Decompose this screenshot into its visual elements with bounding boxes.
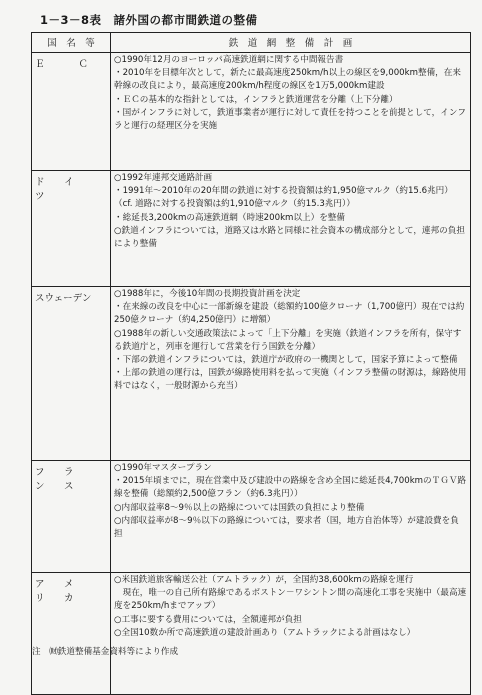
plan-cell <box>111 171 471 287</box>
table-note: 注 ㈶鉄道整備基金資料等により作成 <box>32 647 179 657</box>
plan-item: ○1990年マスタープラン <box>114 463 212 473</box>
plan-item: ○1988年の新しい交通政策法によって「上下分離」を実施（鉄道インフラを所有，保守する鉄道庁と，列車を運行して営業を行う国鉄を分離） <box>114 328 462 352</box>
table-header-row <box>32 33 471 53</box>
plan-item: ・1991年～2010年の20年間の鉄道に対する投資額は約1,950億マルク（約15.6兆円）（cf. 道路に対する投資額は約1,910億マルク（約15.3兆円）） <box>114 186 453 210</box>
plan-item: ○内部収益率8～9％以上の路線については国鉄の負担により整備 <box>114 502 365 513</box>
plan-item: 現在，唯一の自己所有路線であるボストン－ワシントン間の高速化工事を実施中（最高速度を250km/hまでアップ） <box>114 588 467 612</box>
plan-item: ○米国鉄道旅客輸送公社（アムトラック）が，全国約38,600kmの路線を運行 <box>114 575 414 585</box>
plan-item: ・総延長3,200kmの高速鉄道網（時速200km以上）を整備 <box>114 212 345 223</box>
plan-cell <box>111 573 471 695</box>
country-header: 国 名 等 <box>32 33 111 53</box>
country-cell: スウェーデン <box>32 287 111 461</box>
table-row <box>32 53 471 171</box>
table-row <box>32 573 471 695</box>
table-row <box>32 461 471 573</box>
plan-item: ○1990年12月のヨーロッパ高速鉄道網に関する中間報告書 <box>114 55 344 65</box>
country-cell: Ｅ Ｃ <box>32 53 111 171</box>
country-cell: ア メ リ カ <box>32 573 111 695</box>
plan-cell <box>111 287 471 461</box>
plan-cell <box>111 53 471 171</box>
table-title: 1－3－8表 諸外国の都市間鉄道の整備 <box>40 13 258 27</box>
plan-item: ・ＥＣの基本的な指針としては，インフラと鉄道運営を分離（上下分離） <box>114 94 398 105</box>
plan-item: ○1992年連邦交通路計画 <box>114 173 213 183</box>
plan-item: ○内部収益率が8～9％以下の路線については，要求者（国，地方自治体等）が建設費を負担 <box>114 515 459 540</box>
country-cell: ド イ ツ <box>32 171 111 287</box>
plan-item: ○鉄道インフラについては，道路又は水路と同様に社会資本の構成部分として，連邦の負担により整備 <box>114 225 465 250</box>
table-row <box>32 171 471 287</box>
plan-header: 鉄 道 網 整 備 計 画 <box>111 33 471 53</box>
table-row <box>32 287 471 461</box>
railway-plan-table <box>31 32 471 695</box>
plan-item: ○工事に要する費用については，全額連邦が負担 <box>114 614 302 625</box>
plan-item: ○1988年に，今後10年間の長期投資計画を決定 <box>114 289 301 299</box>
plan-item: ・上部の鉄道の運行は，国鉄が線路使用料を払って実施（インフラ整備の財源は，線路使用料ではなく，一般財源から充当） <box>114 368 467 392</box>
country-cell: フ ラ ン ス <box>32 461 111 573</box>
plan-item: ・在来線の改良を中心に一部新線を建設（総額約100億クローナ（1,700億円）現在では約250億クローナ（約4,250億円）に増額） <box>114 302 465 326</box>
plan-item: ・国がインフラに対して，鉄道事業者が運行に対して責任を持つことを前提として，インフラと運行の経理区分を実施 <box>114 107 467 132</box>
plan-item: ・2010年を目標年次として，新たに最高速度250km/h以上の線区を9,000km整備，在来幹線の改良により，最高速度200km/h程度の線区を1万5,000km建設 <box>114 68 461 92</box>
plan-cell <box>111 461 471 573</box>
plan-item: ○全国10数か所で高速鉄道の建設計画あり（アムトラックによる計画はなし） <box>114 627 416 638</box>
plan-item: ・下部の鉄道インフラについては，鉄道庁が政府の一機関として，国家予算によって整備 <box>114 355 458 366</box>
plan-item: ・2015年頃までに，現在営業中及び建設中の路線を含め全国に総延長4,700kmのＴＧＶ路線を整備（総額約2,500億フラン（約6.3兆円）） <box>114 476 467 500</box>
